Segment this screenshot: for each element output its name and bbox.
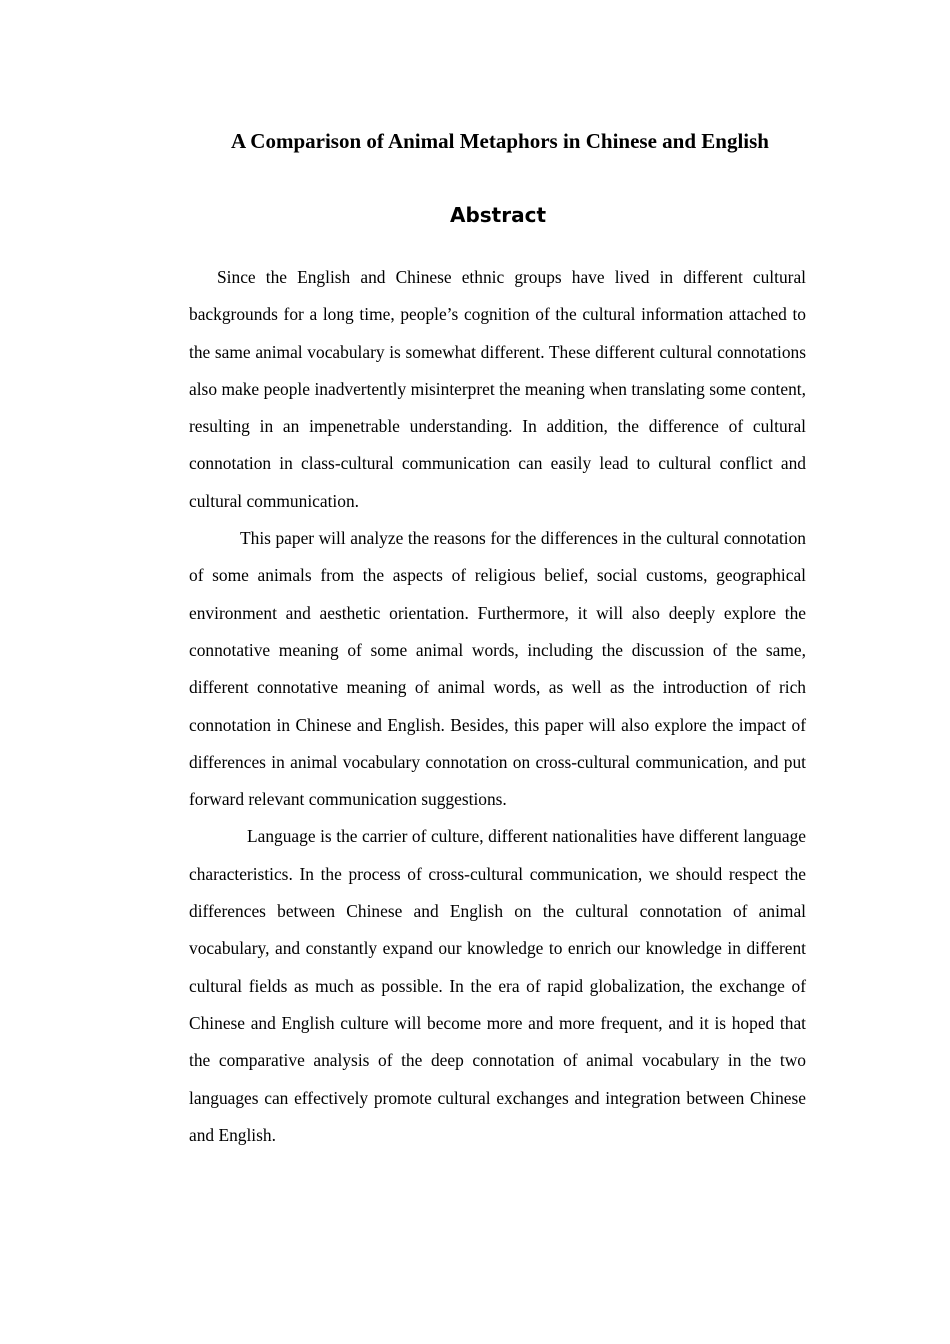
abstract-paragraph-2: This paper will analyze the reasons for the differences in the cultural connotation of some animals from the aspects of religious belief, social customs, geographical environment and aesthetic orientation. Furthermore, it will also deeply explore the connotative meaning of some animal words, including the discussion of the same, different connotative meaning of animal words, as well as the introduction of rich connotation in Chinese and English. Besides, this paper will also explore the impact of differences in animal vocabulary connotation on cross-cultural communication, and put forward relevant communication suggestions. (189, 528, 806, 810)
abstract-paragraph-3: Language is the carrier of culture, different nationalities have different language characteristics. In the process of cross-cultural communication, we should respect the differences between Chinese and English on the cultural connotation of animal vocabulary, and constantly expand our knowledge to enrich our knowledge in different cultural fields as much as possible. In the era of rapid globalization, the exchange of Chinese and English culture will become more and more frequent, and it is hoped that the comparative analysis of the deep connotation of animal vocabulary in the two languages can effectively promote cultural exchanges and integration between Chinese and English. (189, 826, 806, 1145)
abstract-heading: Abstract (449, 203, 547, 227)
paper-title: A Comparison of Animal Metaphors in Chinese and English (231, 129, 769, 153)
abstract-paragraph-1: Since the English and Chinese ethnic groups have lived in different cultural backgrounds for a long time, people’s cognition of the cultural information attached to the same animal vocabulary is somewhat different. These different cultural connotations also make people inadvertently misinterpret the meaning when translating some content, resulting in an impenetrable understanding. In addition, the difference of cultural connotation in class-cultural communication can easily lead to cultural conflict and cultural communication. (189, 267, 806, 511)
abstract-body (189, 259, 806, 1154)
